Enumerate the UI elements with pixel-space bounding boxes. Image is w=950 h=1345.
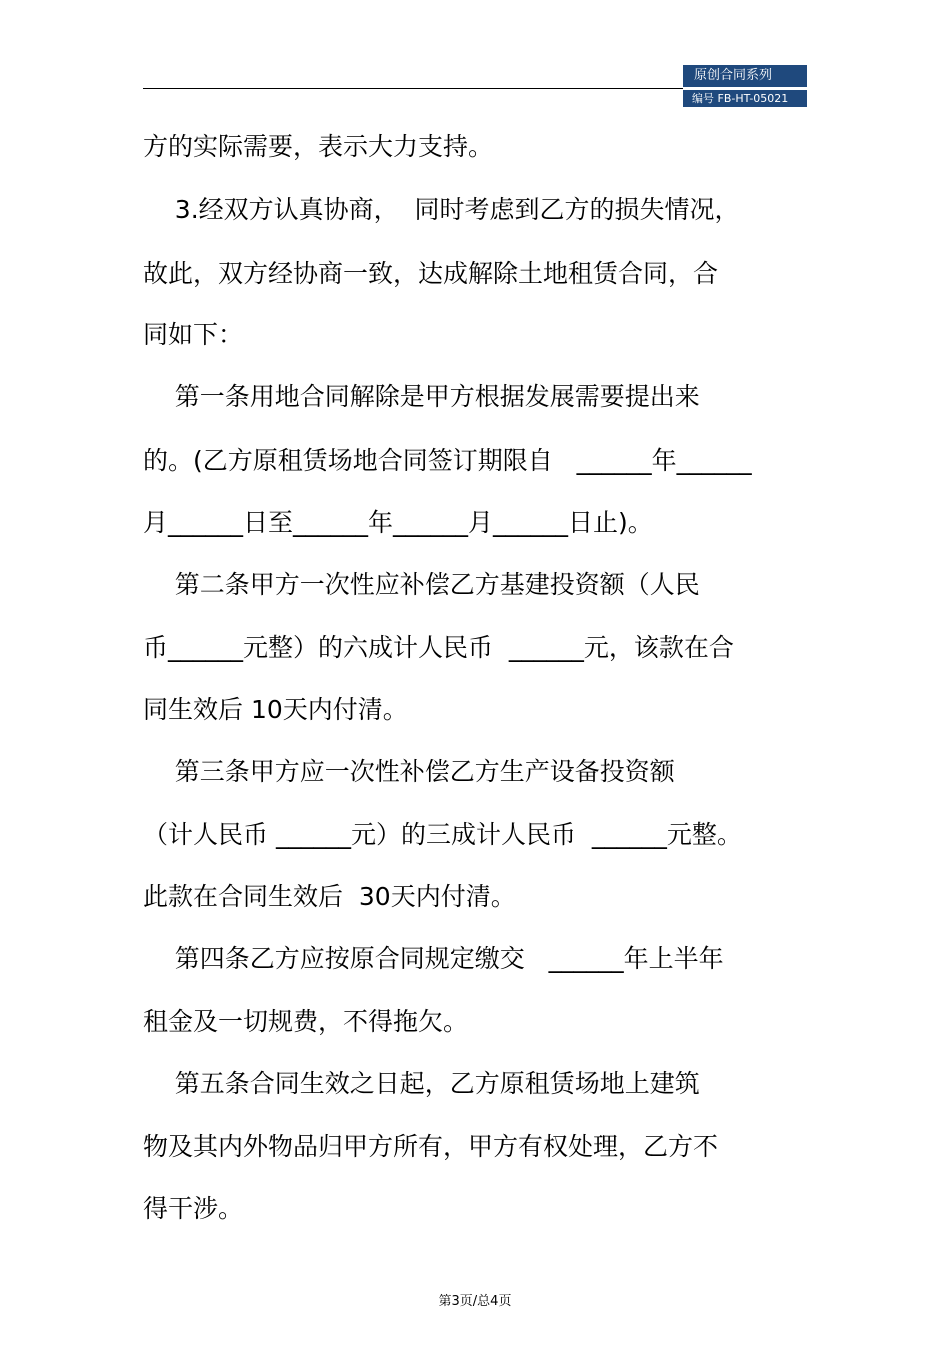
series-badge bbox=[683, 65, 807, 107]
body-line-14: 第四条乙方应按原合同规定缴交 ______年上半年 bbox=[143, 944, 724, 973]
body-line-2: 3.经双方认真协商， 同时考虑到乙方的损失情况， bbox=[143, 195, 740, 224]
document-code: 编号 FB-HT-05021 bbox=[683, 90, 807, 107]
body-line-8: 第二条甲方一次性应补偿乙方基建投资额（人民 bbox=[143, 570, 700, 599]
page-number: 第3页/总4页 bbox=[438, 1294, 512, 1309]
body-line-5: 第一条用地合同解除是甲方根据发展需要提出来 bbox=[143, 382, 700, 411]
body-line-11: 第三条甲方应一次性补偿乙方生产设备投资额 bbox=[143, 757, 675, 786]
body-line-13: 此款在合同生效后 30天内付清。 bbox=[143, 882, 516, 911]
body-line-6: 的。(乙方原租赁场地合同签订期限自 ______年______ bbox=[143, 446, 752, 475]
body-line-10: 同生效后 10天内付清。 bbox=[143, 695, 408, 724]
body-line-15: 租金及一切规费，不得拖欠。 bbox=[143, 1007, 469, 1036]
body-line-4: 同如下： bbox=[143, 320, 244, 349]
header-rule bbox=[143, 88, 683, 89]
body-line-1: 方的实际需要，表示大力支持。 bbox=[143, 132, 494, 161]
body-line-16: 第五条合同生效之日起，乙方原租赁场地上建筑 bbox=[143, 1069, 700, 1098]
body-line-18: 得干涉。 bbox=[143, 1194, 244, 1223]
body-line-17: 物及其内外物品归甲方所有，甲方有权处理，乙方不 bbox=[143, 1132, 719, 1161]
series-label: 原创合同系列 bbox=[683, 65, 807, 87]
body-line-12: （计人民币 ______元）的三成计人民币 ______元整。 bbox=[143, 820, 742, 849]
body-line-9: 币______元整）的六成计人民币 ______元，该款在合 bbox=[143, 633, 734, 662]
body-line-3: 故此，双方经协商一致，达成解除土地租赁合同，合 bbox=[143, 259, 719, 288]
body-line-7: 月______日至______年______月______日止)。 bbox=[143, 508, 653, 537]
